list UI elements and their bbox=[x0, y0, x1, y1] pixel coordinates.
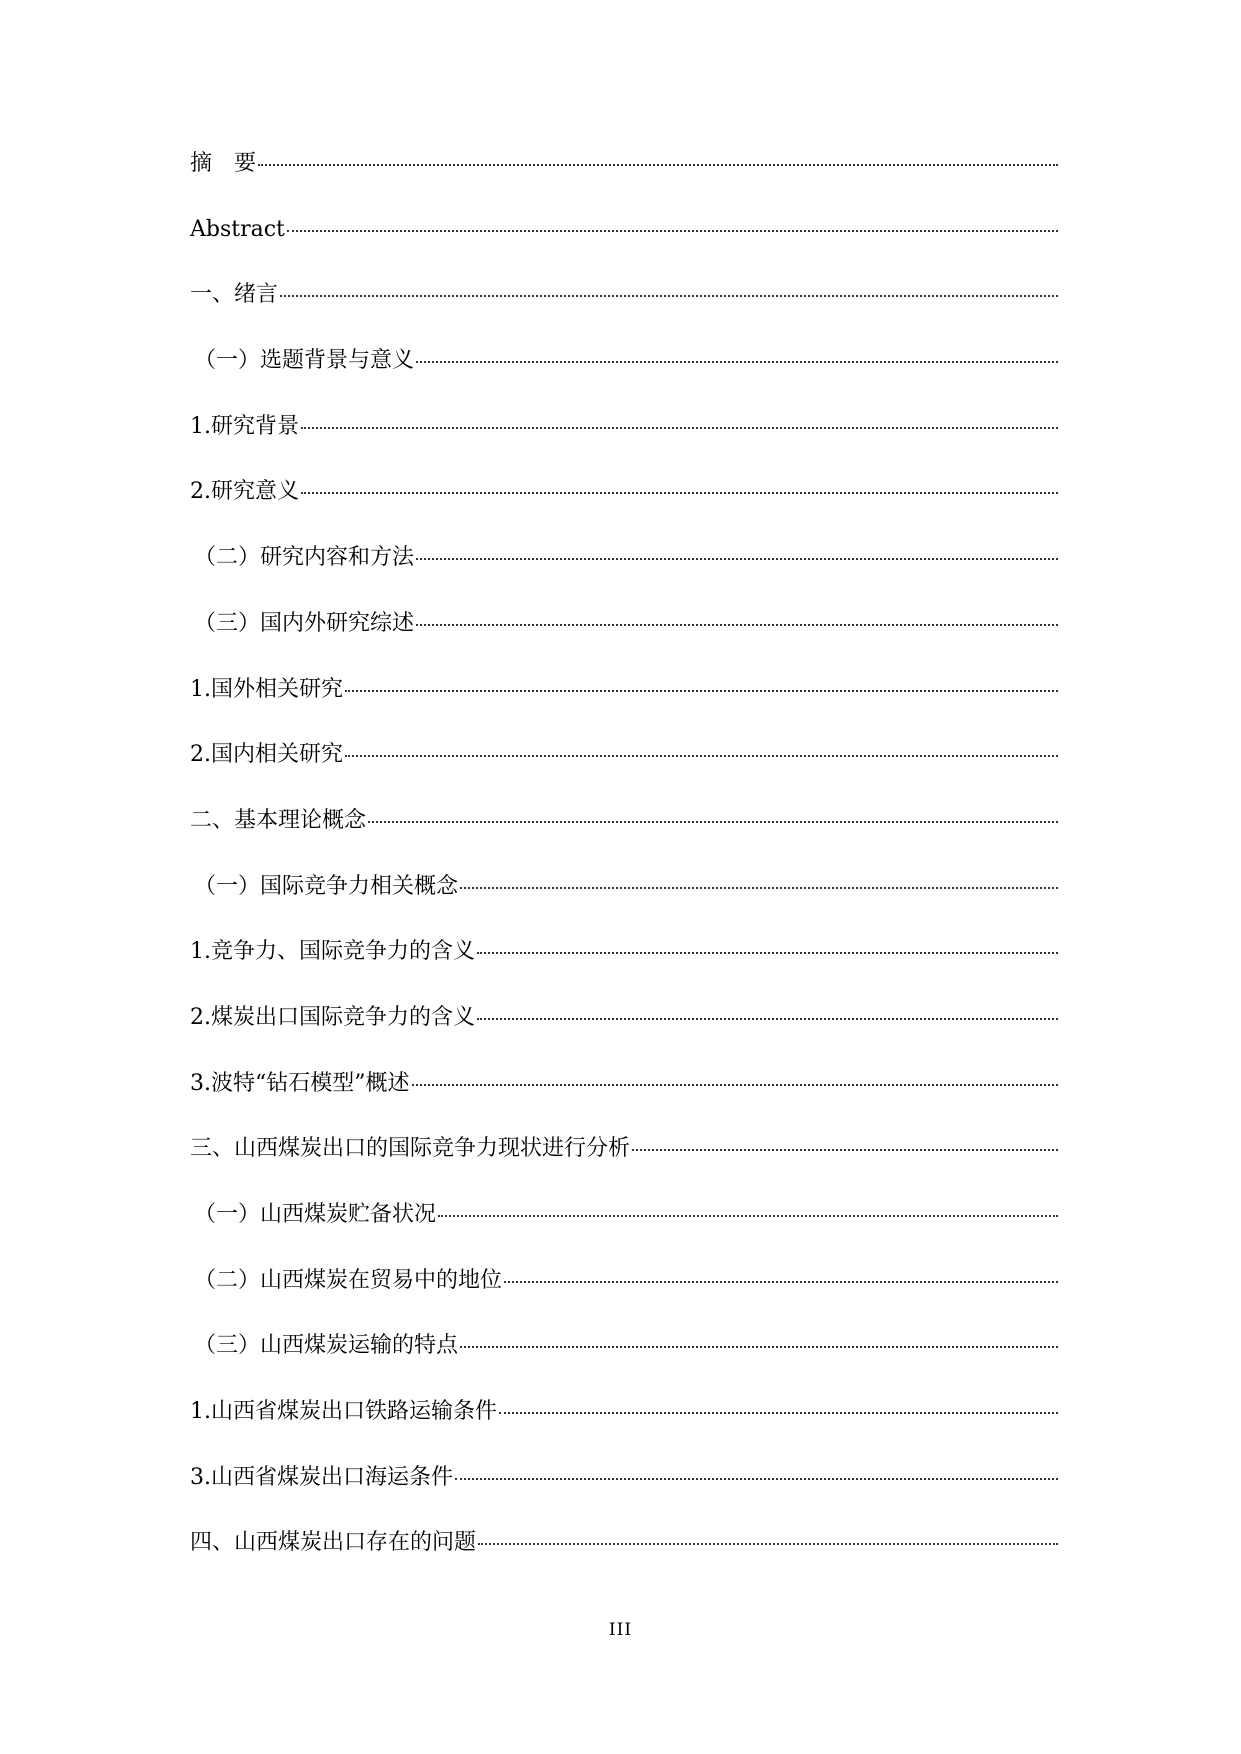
toc-entry[interactable] bbox=[190, 280, 1058, 346]
dot-leader bbox=[477, 1018, 1058, 1020]
toc-entry[interactable] bbox=[190, 872, 1058, 938]
page-number: III bbox=[608, 1620, 633, 1640]
toc-entry[interactable] bbox=[190, 215, 1058, 281]
toc-entry-title: （一）国际竞争力相关概念 bbox=[194, 873, 459, 899]
toc-entry-title: 一、绪言 bbox=[190, 282, 279, 308]
toc-entry-title: 2.国内相关研究 bbox=[190, 742, 343, 768]
dot-leader bbox=[280, 295, 1058, 297]
toc-entry[interactable] bbox=[190, 1463, 1058, 1529]
toc-entry[interactable] bbox=[190, 1397, 1058, 1463]
toc-entry-title: 摘 要 bbox=[190, 151, 257, 176]
toc-entry[interactable] bbox=[190, 740, 1058, 806]
toc-entry[interactable] bbox=[190, 1134, 1058, 1200]
toc-entry[interactable] bbox=[190, 1069, 1058, 1135]
dot-leader bbox=[287, 230, 1058, 232]
toc-entry[interactable] bbox=[190, 937, 1058, 1003]
dot-leader bbox=[455, 1478, 1058, 1480]
toc-entry-title: 三、山西煤炭出口的国际竞争力现状进行分析 bbox=[190, 1136, 631, 1162]
toc-entry-title: 1.竞争力、国际竞争力的含义 bbox=[190, 939, 475, 965]
toc-entry[interactable] bbox=[190, 149, 1058, 215]
toc-entry-title: 四、山西煤炭出口存在的问题 bbox=[190, 1530, 477, 1556]
toc-entry[interactable] bbox=[190, 1003, 1058, 1069]
toc-entry-title: 2.研究意义 bbox=[190, 479, 299, 505]
toc-entry-title: 1.山西省煤炭出口铁路运输条件 bbox=[190, 1399, 497, 1425]
toc-entry[interactable] bbox=[190, 806, 1058, 872]
dot-leader bbox=[416, 624, 1058, 626]
table-of-contents bbox=[190, 149, 1058, 1594]
toc-entry-title: （一）山西煤炭贮备状况 bbox=[194, 1202, 437, 1227]
dot-leader bbox=[258, 164, 1058, 166]
toc-entry-title: 3.山西省煤炭出口海运条件 bbox=[190, 1464, 453, 1490]
dot-leader bbox=[504, 1281, 1058, 1283]
toc-entry-title: （二）研究内容和方法 bbox=[194, 545, 415, 571]
toc-entry-title: 1.国外相关研究 bbox=[190, 676, 343, 702]
dot-leader bbox=[345, 690, 1058, 692]
toc-entry[interactable] bbox=[190, 1331, 1058, 1397]
toc-entry[interactable] bbox=[190, 609, 1058, 675]
dot-leader bbox=[460, 1346, 1058, 1348]
dot-leader bbox=[412, 1084, 1059, 1086]
toc-entry-title: （一）选题背景与意义 bbox=[194, 348, 415, 374]
dot-leader bbox=[460, 887, 1058, 889]
toc-entry-title: 2.煤炭出口国际竞争力的含义 bbox=[190, 1004, 475, 1030]
toc-entry-title: 1.研究背景 bbox=[190, 413, 299, 439]
dot-leader bbox=[438, 1215, 1058, 1217]
dot-leader bbox=[499, 1412, 1058, 1414]
dot-leader bbox=[301, 427, 1058, 429]
toc-entry-title: 3.波特“钻石模型”概述 bbox=[190, 1070, 410, 1096]
toc-entry[interactable] bbox=[190, 543, 1058, 609]
toc-entry[interactable] bbox=[190, 477, 1058, 543]
toc-entry-title: 二、基本理论概念 bbox=[190, 807, 367, 833]
toc-entry[interactable] bbox=[190, 1266, 1058, 1332]
toc-entry[interactable] bbox=[190, 1200, 1058, 1266]
toc-entry[interactable] bbox=[190, 346, 1058, 412]
dot-leader bbox=[416, 558, 1058, 560]
toc-entry[interactable] bbox=[190, 675, 1058, 741]
dot-leader bbox=[478, 1543, 1058, 1545]
dot-leader bbox=[345, 755, 1058, 757]
toc-entry-title: （三）山西煤炭运输的特点 bbox=[194, 1333, 459, 1359]
toc-entry-title: Abstract bbox=[190, 216, 285, 242]
toc-entry[interactable] bbox=[190, 412, 1058, 478]
dot-leader bbox=[301, 492, 1058, 494]
toc-entry[interactable] bbox=[190, 1528, 1058, 1594]
dot-leader bbox=[632, 1149, 1058, 1151]
toc-entry-title: （三）国内外研究综述 bbox=[194, 610, 415, 636]
dot-leader bbox=[477, 952, 1058, 954]
toc-entry-title: （二）山西煤炭在贸易中的地位 bbox=[194, 1267, 503, 1293]
dot-leader bbox=[368, 821, 1058, 823]
dot-leader bbox=[416, 361, 1058, 363]
